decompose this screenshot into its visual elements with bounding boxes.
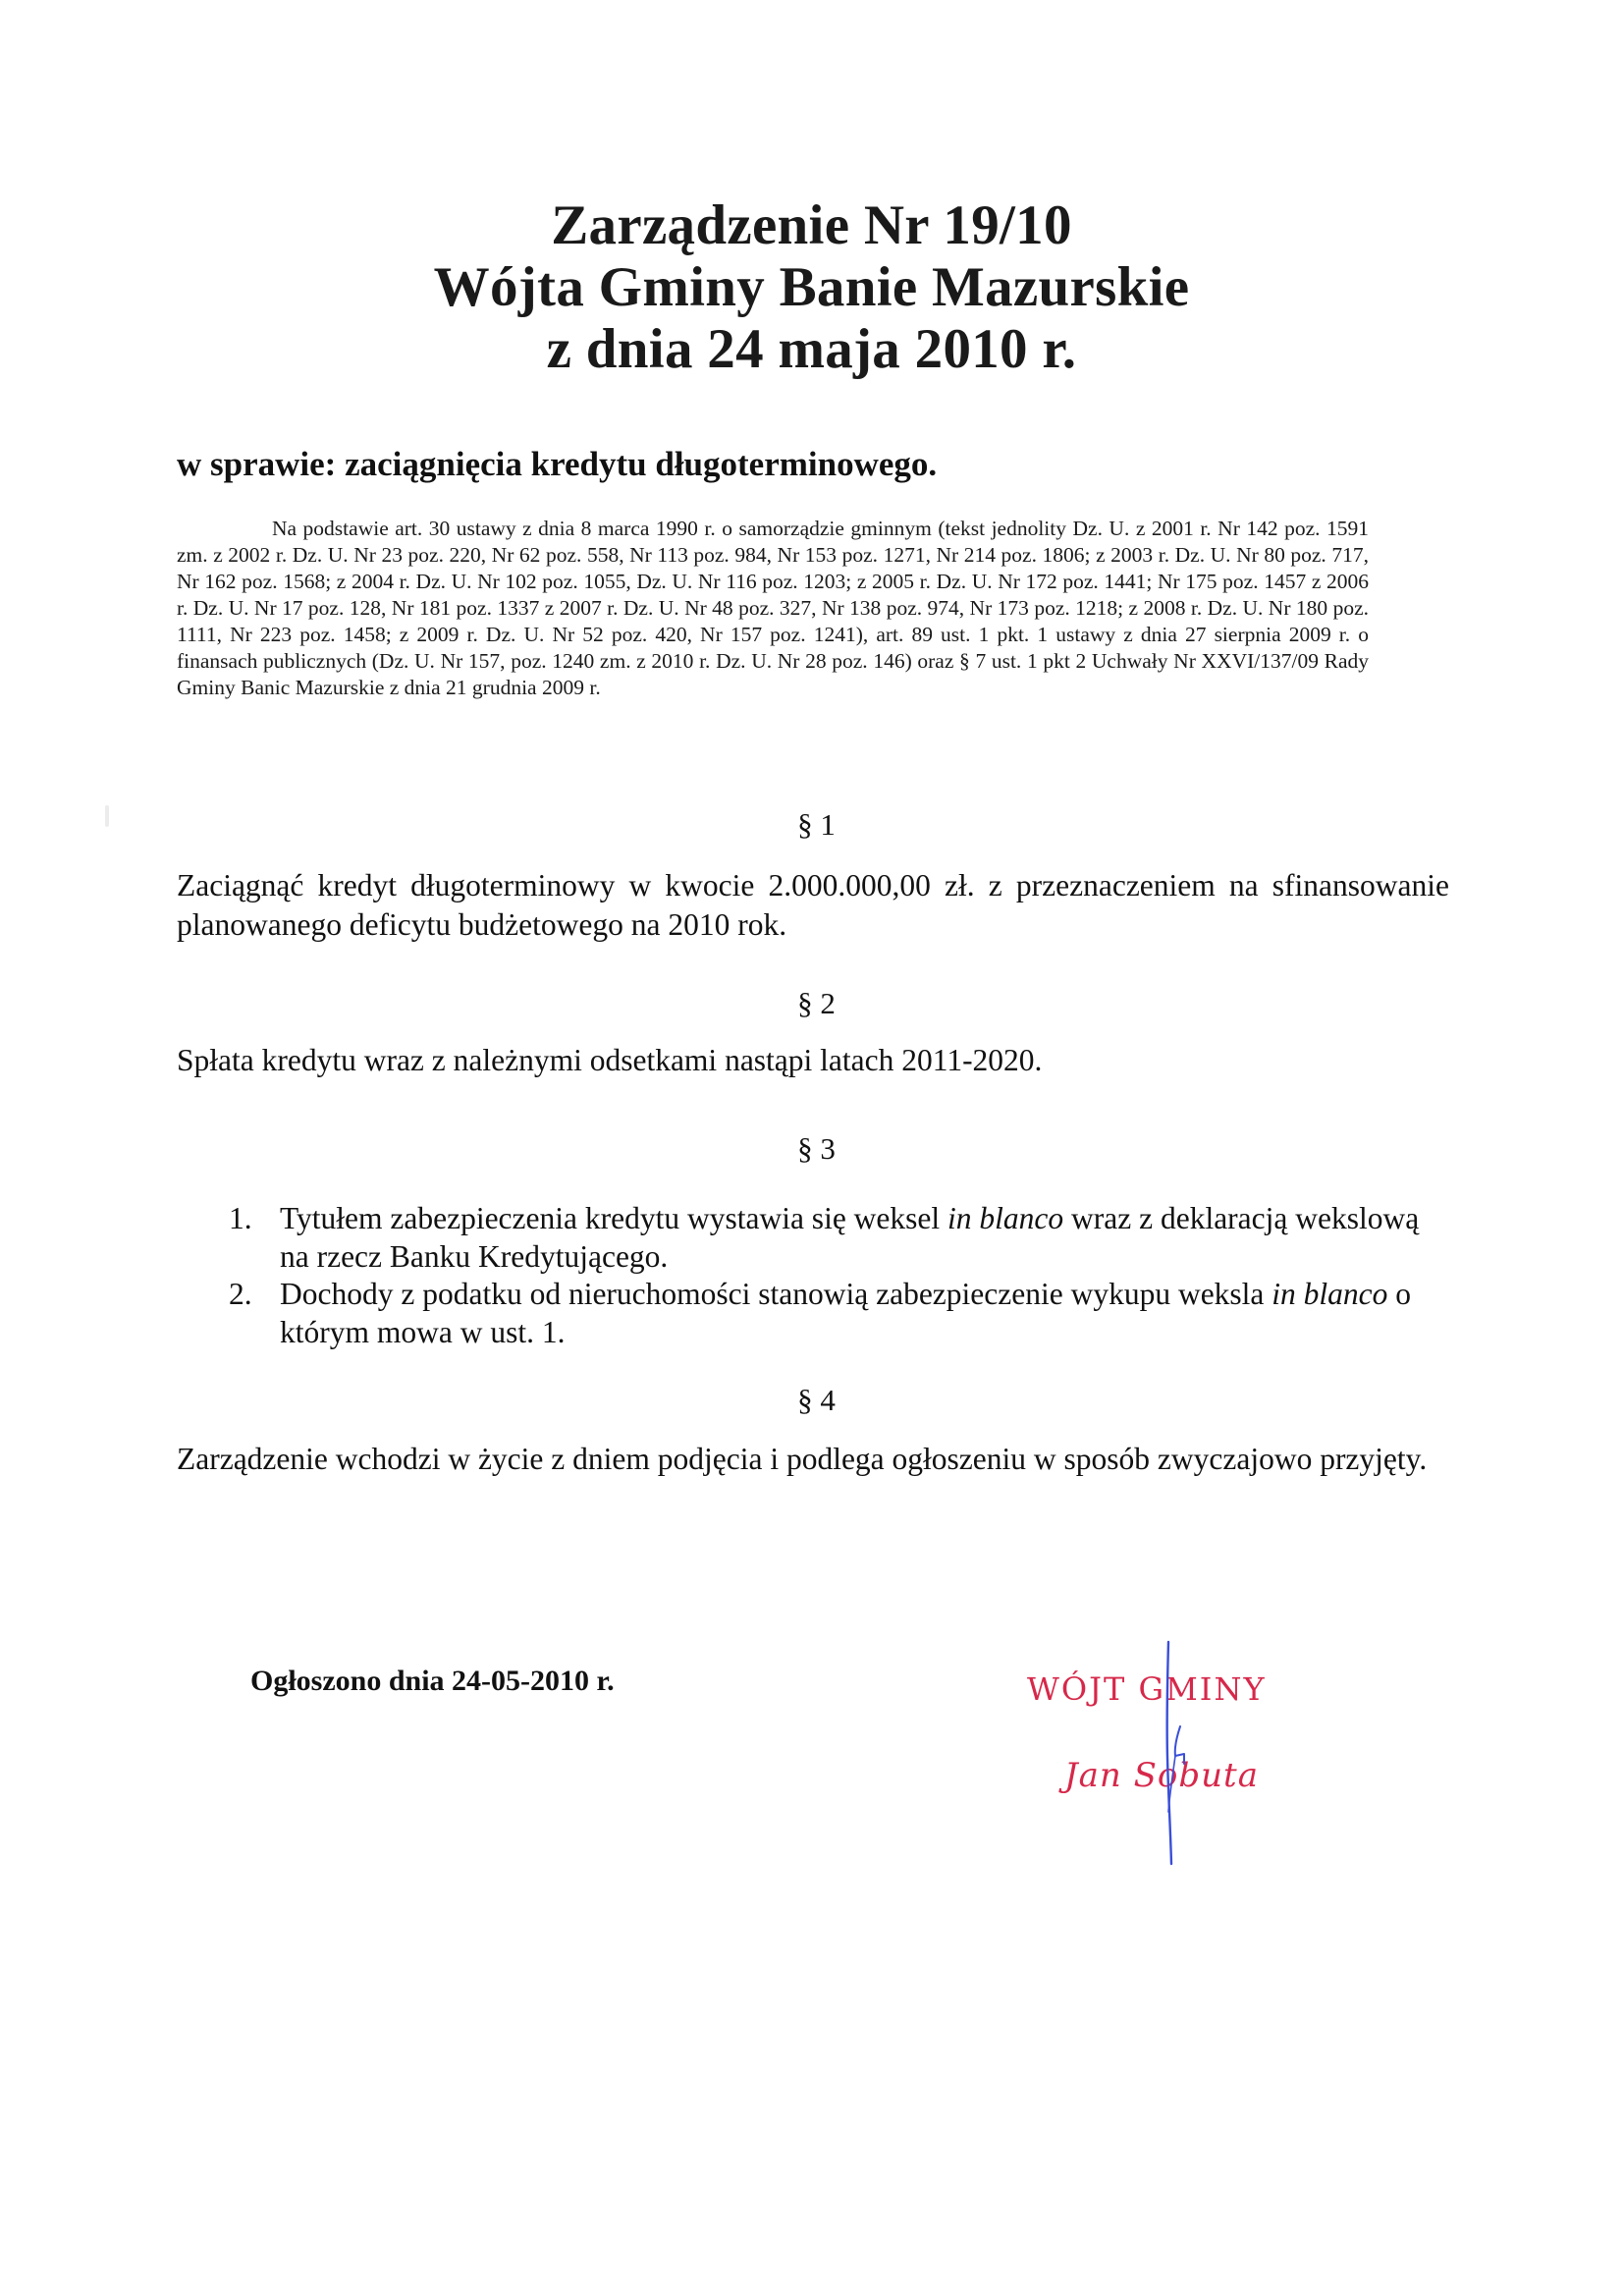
handwritten-signature bbox=[1129, 1640, 1208, 1866]
document-title bbox=[0, 194, 1623, 380]
title-line-ordinance-number: Zarządzenie Nr 19/10 bbox=[551, 194, 1072, 256]
title-line-issuer: Wójta Gminy Banie Mazurskie bbox=[433, 256, 1190, 318]
list-item-text-end: wraz z deklaracją wekslową na rzecz Banku Kredytującego. bbox=[280, 1201, 1420, 1274]
list-item-italic-term: in blanco bbox=[947, 1201, 1064, 1235]
list-item-italic-term: in blanco bbox=[1271, 1277, 1388, 1311]
stamp-title: WÓJT GMINY bbox=[1027, 1670, 1267, 1708]
list-item bbox=[221, 1276, 1453, 1351]
list-item bbox=[221, 1200, 1453, 1276]
list-item-text-end: o którym mowa w ust. 1. bbox=[280, 1277, 1412, 1349]
section-3-list bbox=[221, 1200, 1453, 1351]
section-4-text: Zarządzenie wchodzi w życie z dniem podjęcia i podlega ogłoszeniu w sposób zwyczajowo przyjęty. bbox=[177, 1442, 1428, 1476]
legal-basis-preamble: Na podstawie art. 30 ustawy z dnia 8 marca 1990 r. o samorządzie gminnym (tekst jednolity Dz. U. z 2001 r. Nr 142 poz. 1591 zm. z 2002 r. Dz. U. Nr 23 poz. 220, Nr 62 poz. 558, Nr 113 poz. 984, Nr 153 poz. 1271, Nr 214 poz. 1806; z 2003 r. Dz. U. Nr 80 poz. 717, Nr 162 poz. 1568; z 2004 r. Dz. U. Nr 102 poz. 1055, Dz. U. Nr 116 poz. 1203; z 2005 r. Dz. U. Nr 172 poz. 1441; Nr 175 poz. 1457 z 2006 r. Dz. U. Nr 17 poz. 128, Nr 181 poz. 1337 z 2007 r. Dz. U. Nr 48 poz. 327, Nr 138 poz. 974, Nr 173 poz. 1218; z 2008 r. Dz. U. Nr 180 poz. 1111, Nr 223 poz. 1458; z 2009 r. Dz. U. Nr 52 poz. 420, Nr 157 poz. 1241), art. 89 ust. 1 pkt. 1 ustawy z dnia 27 sierpnia 2009 r. o finansach publicznych (Dz. U. Nr 157, poz. 1240 zm. z 2010 r. Dz. U. Nr 28 poz. 146) oraz § 7 ust. 1 pkt 2 Uchwały Nr XXVI/137/09 Rady Gminy Banic Mazurskie z dnia 21 grudnia 2009 r. bbox=[177, 517, 1369, 699]
section-mark-3: § 3 bbox=[797, 1131, 836, 1166]
section-1-text: Zaciągnąć kredyt długoterminowy w kwocie 2.000.000,00 zł. z przeznaczeniem na sfinansowanie planowanego deficytu budżetowego na 2010 rok. bbox=[177, 868, 1449, 942]
title-line-date: z dnia 24 maja 2010 r. bbox=[546, 318, 1077, 380]
list-item-number: 1. bbox=[229, 1201, 252, 1235]
section-2-text: Spłata kredytu wraz z należnymi odsetkami nastąpi latach 2011-2020. bbox=[177, 1043, 1043, 1077]
section-mark-2: § 2 bbox=[797, 986, 836, 1020]
list-item-text-start: Tytułem zabezpieczenia kredytu wystawia się weksel bbox=[280, 1201, 948, 1235]
section-mark-1: § 1 bbox=[797, 807, 836, 842]
signature-stroke-main bbox=[1167, 1642, 1171, 1864]
list-item-number: 2. bbox=[229, 1277, 252, 1311]
signature-stroke-hook bbox=[1175, 1726, 1184, 1764]
section-mark-4: § 4 bbox=[797, 1383, 836, 1417]
announcement-date: Ogłoszono dnia 24-05-2010 r. bbox=[250, 1665, 615, 1697]
document-subject: w sprawie: zaciągnięcia kredytu długoterminowego. bbox=[177, 445, 938, 483]
list-item-text-start: Dochody z podatku od nieruchomości stanowią zabezpieczenie wykupu weksla bbox=[280, 1277, 1272, 1311]
stamp-name: Jan Sobuta bbox=[1064, 1756, 1259, 1795]
